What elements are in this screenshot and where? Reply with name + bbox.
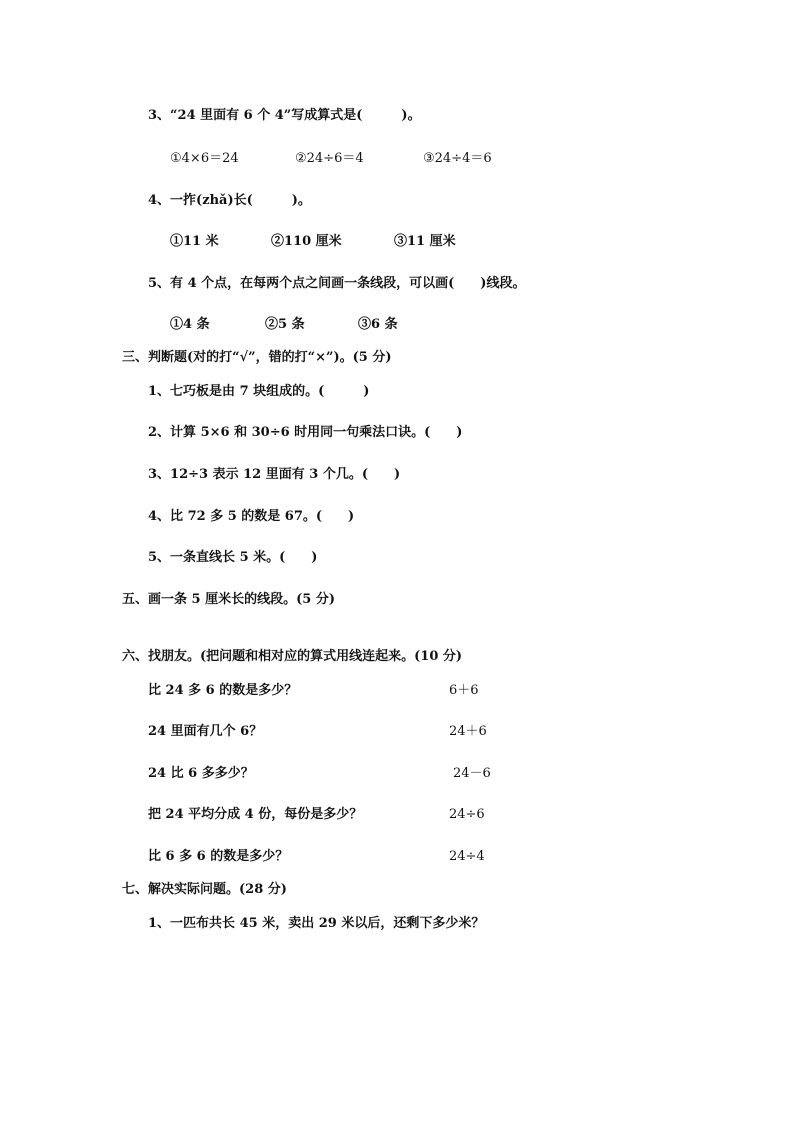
choice-question-5-option-1: ①4 条 [170, 317, 210, 332]
choice-question-4-option-3: ③11 厘米 [394, 234, 456, 249]
judge-item-1: 1、七巧板是由 7 块组成的。( ) [148, 384, 370, 399]
match-expression-1: 6＋6 [449, 683, 479, 698]
section-solve-heading: 七、解决实际问题。(28 分) [122, 882, 287, 897]
choice-question-5-stem: 5、有 4 个点，在每两个点之间画一条线段，可以画( )线段。 [148, 276, 526, 291]
choice-question-4-option-2: ②110 厘米 [271, 234, 342, 249]
match-question-5: 比 6 多 6 的数是多少？ [148, 849, 289, 864]
section-draw-heading: 五、画一条 5 厘米长的线段。(5 分) [122, 592, 335, 607]
choice-question-3-option-2: ②24÷6＝4 [295, 151, 364, 166]
choice-question-4-option-1: ①11 米 [170, 234, 219, 249]
judge-item-3: 3、12÷3 表示 12 里面有 3 个几。( ) [148, 467, 401, 482]
choice-question-4-stem: 4、一拃(zhǎ)长( )。 [148, 193, 311, 208]
choice-question-5-option-3: ③6 条 [358, 317, 398, 332]
choice-question-3-option-1: ①4×6＝24 [170, 151, 239, 166]
match-expression-2: 24＋6 [449, 724, 487, 739]
judge-item-5: 5、一条直线长 5 米。( ) [148, 550, 318, 565]
match-expression-4: 24÷6 [449, 807, 485, 822]
choice-question-3-option-3: ③24÷4＝6 [423, 151, 492, 166]
section-judge-heading: 三、判断题(对的打“√”，错的打“×”)。(5 分) [122, 350, 392, 365]
choice-question-3-stem: 3、“24 里面有 6 个 4”写成算式是( )。 [148, 108, 421, 123]
match-question-1: 比 24 多 6 的数是多少？ [148, 683, 298, 698]
match-question-3: 24 比 6 多多少？ [148, 766, 254, 781]
section-match-heading: 六、找朋友。(把问题和相对应的算式用线连起来。(10 分) [122, 649, 463, 664]
match-expression-5: 24÷4 [449, 849, 485, 864]
choice-question-5-option-2: ②5 条 [265, 317, 305, 332]
match-question-2: 24 里面有几个 6？ [148, 724, 263, 739]
judge-item-4: 4、比 72 多 5 的数是 67。( ) [148, 509, 355, 524]
match-expression-3: 24－6 [453, 766, 491, 781]
solve-item-1: 1、一匹布共长 45 米，卖出 29 米以后，还剩下多少米？ [148, 916, 485, 931]
match-question-4: 把 24 平均分成 4 份，每份是多少？ [148, 807, 363, 822]
judge-item-2: 2、计算 5×6 和 30÷6 时用同一句乘法口诀。( ) [148, 425, 463, 440]
